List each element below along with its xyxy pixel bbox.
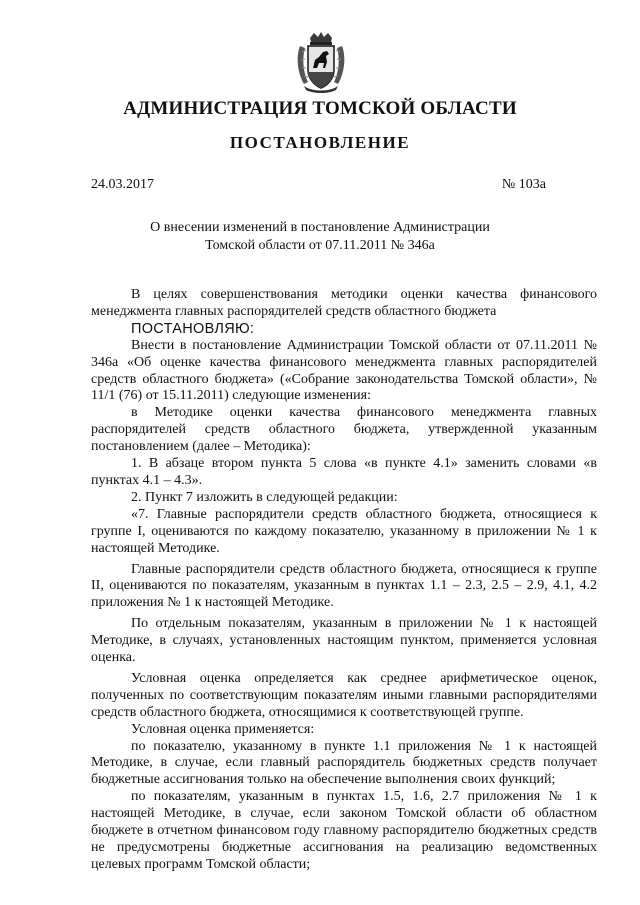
paragraph-item-1: 1. В абзаце втором пункта 5 слова «в пункте 4.1» заменить словами «в пунктах 4.1 – 4.3».: [91, 456, 597, 488]
document-date: 24.03.2017: [91, 177, 154, 192]
document-body: [91, 287, 597, 874]
document-type: ПОСТАНОВЛЕНИЕ: [229, 133, 411, 152]
document-subject: [130, 219, 510, 255]
paragraph-amend-intro: Внести в постановление Администрации Томской области от 07.11.2011 № 346а «Об оценке качества финансового менеджмента главных распорядителей средств областного бюджета» («Собрание законодательства Томской области», № 11/1 (76) от 15.11.2011) следующие изменения:: [91, 337, 597, 404]
paragraph-clause-7: «7. Главные распорядители средств областного бюджета, относящиеся к группе I, оцениваются по каждому показателю, указанному в приложении № 1 к настоящей Методике.: [91, 506, 597, 556]
subject-line-1: О внесении изменений в постановление Администрации: [150, 220, 490, 235]
paragraph-methodology: в Методике оценки качества финансового менеджмента главных распорядителей средств областного бюджета, утвержденной указанным постановлением (далее – Методика):: [91, 405, 597, 455]
coat-of-arms-emblem: [296, 32, 346, 94]
paragraph-item-2: 2. Пункт 7 изложить в следующей редакции:: [131, 489, 398, 505]
paragraph-conditional-applies: Условная оценка применяется:: [131, 721, 315, 737]
organization-title: АДМИНИСТРАЦИЯ ТОМСКОЙ ОБЛАСТИ: [123, 98, 517, 119]
paragraph-decree: ПОСТАНОВЛЯЮ:: [131, 320, 255, 337]
paragraph-group-2: Главные распорядители средств областного бюджета, относящиеся к группе II, оцениваются по показателям, указанным в пунктах 1.1 – 2.3, 2.5 – 2.9, 4.1, 4.2 приложения № 1 к настоящей Методике.: [91, 561, 597, 611]
paragraph-case-1: по показателю, указанному в пункте 1.1 приложения № 1 к настоящей Методике, в случае, если главный распорядитель бюджетных средств получает бюджетные ассигнования только на обеспечение выполнения своих функций;: [91, 738, 597, 788]
paragraph-conditional-definition: Условная оценка определяется как среднее арифметическое оценок, полученных по соответствующим показателям иными главными распорядителями средств областного бюджета, относящимися к соответствующей группе.: [91, 670, 597, 720]
subject-line-2: Томской области от 07.11.2011 № 346а: [205, 238, 435, 253]
paragraph-case-2: по показателям, указанным в пунктах 1.5, 1.6, 2.7 приложения № 1 к настоящей Методике, в случае, если законом Томской области об областном бюджете в отчетном финансовом году главному распорядителю бюджетных средств не предусмотрены бюджетные ассигнования на реализацию ведомственных целевых программ Томской области;: [91, 789, 597, 872]
document-number: № 103а: [501, 177, 546, 192]
paragraph-conditional-score: По отдельным показателям, указанным в приложении № 1 к настоящей Методике, в случаях, установленных настоящим пунктом, применяется условная оценка.: [91, 616, 597, 666]
paragraph-preamble: В целях совершенствования методики оценки качества финансового менеджмента главных распорядителей средств областного бюджета: [91, 287, 597, 319]
